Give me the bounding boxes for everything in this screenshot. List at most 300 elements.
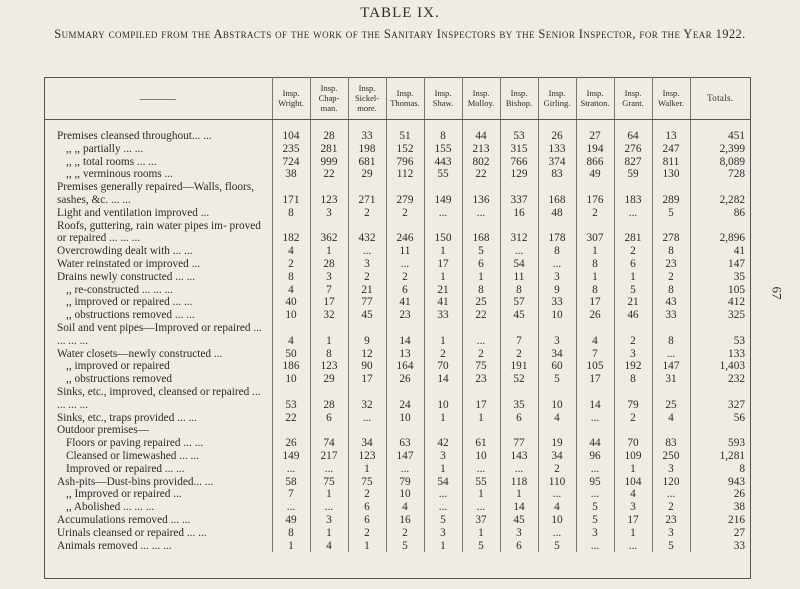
- inspector-value-cell: 120: [652, 476, 690, 489]
- inspector-value-cell: 281: [310, 143, 348, 156]
- inspector-value-cell: 17: [462, 386, 500, 412]
- inspector-value-cell: 2: [462, 348, 500, 361]
- inspector-value-cell: 14: [500, 501, 538, 514]
- inspector-value-cell: 176: [576, 181, 614, 207]
- inspector-value-cell: 90: [348, 360, 386, 373]
- table-subtitle: Summary compiled from the Abstracts of the work of the Sanitary Inspectors by the Senior Inspector, for the Year 1922.: [54, 27, 746, 41]
- inspector-value-cell: 186: [272, 360, 310, 373]
- inspector-value-cell: 53: [500, 130, 538, 143]
- inspector-value-cell: 432: [348, 220, 386, 246]
- inspector-value-cell: 10: [386, 488, 424, 501]
- inspector-value-cell: 60: [538, 360, 576, 373]
- row-total-cell: 593: [690, 437, 750, 450]
- table-row: [44, 373, 750, 386]
- row-label: ,, ,, verminous rooms ...: [66, 168, 174, 181]
- inspector-value-cell: 7: [576, 348, 614, 361]
- row-total-cell: 86: [690, 207, 750, 220]
- inspector-value-cell: 22: [272, 412, 310, 425]
- inspector-value-cell: 17: [310, 296, 348, 309]
- inspector-value-cell: 54: [500, 258, 538, 271]
- inspector-value-cell: 2: [386, 271, 424, 284]
- row-label: ,, obstructions removed: [66, 373, 173, 386]
- table-row: [44, 156, 750, 169]
- table-row: [44, 258, 750, 271]
- inspector-value-cell: 2: [614, 322, 652, 348]
- inspector-value-cell: 827: [614, 156, 652, 169]
- inspector-value-cell: 2: [614, 412, 652, 425]
- inspector-value-cell: ...: [538, 488, 576, 501]
- inspector-value-cell: 374: [538, 156, 576, 169]
- inspector-value-cell: 5: [576, 501, 614, 514]
- inspector-value-cell: 63: [386, 437, 424, 450]
- inspector-value-cell: 2: [348, 488, 386, 501]
- inspector-value-cell: 6: [348, 501, 386, 514]
- inspector-value-cell: 8: [652, 322, 690, 348]
- inspector-value-cell: [348, 424, 386, 437]
- inspector-value-cell: 17: [424, 258, 462, 271]
- inspector-value-cell: ...: [386, 258, 424, 271]
- inspector-value-cell: [272, 424, 310, 437]
- inspector-value-cell: 6: [500, 412, 538, 425]
- inspector-value-cell: 4: [386, 501, 424, 514]
- inspector-value-cell: 77: [500, 437, 538, 450]
- inspector-value-cell: 59: [614, 168, 652, 181]
- inspector-value-cell: 4: [310, 540, 348, 553]
- inspector-value-cell: 7: [500, 322, 538, 348]
- inspector-value-cell: 802: [462, 156, 500, 169]
- inspector-value-cell: 5: [386, 540, 424, 553]
- inspector-value-cell: 192: [614, 360, 652, 373]
- inspector-value-cell: 70: [424, 360, 462, 373]
- inspector-value-cell: 35: [500, 386, 538, 412]
- inspector-value-cell: 1: [424, 412, 462, 425]
- inspector-value-cell: ...: [576, 540, 614, 553]
- inspector-value-cell: ...: [462, 463, 500, 476]
- inspector-value-cell: 4: [576, 322, 614, 348]
- row-total-cell: 56: [690, 412, 750, 425]
- inspector-value-cell: 75: [348, 476, 386, 489]
- summary-table: [44, 77, 750, 552]
- inspector-value-cell: 28: [310, 386, 348, 412]
- inspector-value-cell: 3: [538, 322, 576, 348]
- inspector-value-cell: 28: [310, 258, 348, 271]
- inspector-value-cell: 23: [652, 258, 690, 271]
- inspector-value-cell: 5: [576, 514, 614, 527]
- inspector-value-cell: 34: [538, 450, 576, 463]
- row-label: ,, ,, total rooms ... ...: [66, 155, 157, 168]
- table-row: [44, 424, 750, 437]
- inspector-value-cell: 32: [348, 386, 386, 412]
- inspector-value-cell: 235: [272, 143, 310, 156]
- inspector-value-cell: 2: [500, 348, 538, 361]
- inspector-value-cell: 21: [614, 296, 652, 309]
- inspector-value-cell: 14: [386, 322, 424, 348]
- inspector-value-cell: 41: [386, 296, 424, 309]
- inspector-value-cell: [538, 424, 576, 437]
- row-total-cell: 35: [690, 271, 750, 284]
- inspector-value-cell: 23: [462, 373, 500, 386]
- inspector-value-cell: 3: [576, 527, 614, 540]
- inspector-value-cell: [424, 424, 462, 437]
- inspector-value-cell: 14: [576, 386, 614, 412]
- inspector-value-cell: 25: [462, 296, 500, 309]
- inspector-value-cell: 278: [652, 220, 690, 246]
- inspector-value-cell: 3: [614, 348, 652, 361]
- inspector-value-cell: 45: [500, 514, 538, 527]
- table-body: [44, 120, 750, 553]
- row-total-cell: 728: [690, 168, 750, 181]
- inspector-value-cell: 10: [424, 386, 462, 412]
- column-header: Insp. Stratton.: [576, 77, 614, 120]
- row-label: Drains newly constructed ... ...: [57, 270, 196, 283]
- inspector-value-cell: 3: [424, 527, 462, 540]
- inspector-value-cell: 83: [652, 437, 690, 450]
- inspector-value-cell: 96: [576, 450, 614, 463]
- inspector-value-cell: 11: [386, 245, 424, 258]
- inspector-value-cell: 38: [272, 168, 310, 181]
- inspector-value-cell: 51: [386, 130, 424, 143]
- inspector-value-cell: 149: [424, 181, 462, 207]
- table-row: [44, 360, 750, 373]
- inspector-value-cell: 64: [614, 130, 652, 143]
- inspector-value-cell: ...: [462, 501, 500, 514]
- inspector-value-cell: 178: [538, 220, 576, 246]
- inspector-value-cell: 2: [652, 271, 690, 284]
- inspector-value-cell: 3: [348, 258, 386, 271]
- inspector-value-cell: 41: [424, 296, 462, 309]
- inspector-value-cell: 5: [538, 540, 576, 553]
- inspector-value-cell: 33: [538, 296, 576, 309]
- inspector-value-cell: 443: [424, 156, 462, 169]
- row-total-cell: 216: [690, 514, 750, 527]
- inspector-value-cell: 9: [348, 322, 386, 348]
- inspector-value-cell: 17: [348, 373, 386, 386]
- inspector-value-cell: 1: [310, 488, 348, 501]
- inspector-value-cell: 147: [652, 360, 690, 373]
- inspector-value-cell: ...: [462, 207, 500, 220]
- inspector-value-cell: 42: [424, 437, 462, 450]
- inspector-value-cell: 13: [386, 348, 424, 361]
- row-total-cell: 147: [690, 258, 750, 271]
- inspector-value-cell: 246: [386, 220, 424, 246]
- inspector-value-cell: 49: [272, 514, 310, 527]
- inspector-value-cell: 105: [576, 360, 614, 373]
- inspector-value-cell: 10: [462, 450, 500, 463]
- inspector-value-cell: 10: [386, 412, 424, 425]
- inspector-value-cell: 95: [576, 476, 614, 489]
- row-total-cell: [690, 424, 750, 437]
- inspector-value-cell: 5: [614, 284, 652, 297]
- table-row: [44, 348, 750, 361]
- table-row: [44, 207, 750, 220]
- row-total-cell: 2,399: [690, 143, 750, 156]
- inspector-value-cell: 152: [386, 143, 424, 156]
- table-row: [44, 130, 750, 143]
- inspector-value-cell: ...: [576, 412, 614, 425]
- inspector-value-cell: 17: [614, 514, 652, 527]
- inspector-value-cell: 61: [462, 437, 500, 450]
- totals-header: Totals.: [690, 77, 750, 120]
- inspector-value-cell: 1: [500, 488, 538, 501]
- row-label: Sinks, etc., improved, cleansed or repaired ... ... ... ...: [57, 385, 261, 411]
- inspector-value-cell: 29: [310, 373, 348, 386]
- inspector-value-cell: 25: [652, 386, 690, 412]
- row-label: Accumulations removed ... ...: [57, 513, 191, 526]
- inspector-value-cell: 7: [272, 488, 310, 501]
- inspector-value-cell: 8: [310, 348, 348, 361]
- inspector-value-cell: ...: [348, 412, 386, 425]
- inspector-value-cell: 5: [424, 514, 462, 527]
- inspector-value-cell: 123: [310, 181, 348, 207]
- inspector-value-cell: 796: [386, 156, 424, 169]
- inspector-value-cell: 21: [424, 284, 462, 297]
- inspector-value-cell: 23: [386, 309, 424, 322]
- inspector-value-cell: ...: [424, 207, 462, 220]
- inspector-value-cell: 164: [386, 360, 424, 373]
- inspector-value-cell: 5: [652, 207, 690, 220]
- inspector-value-cell: 75: [310, 476, 348, 489]
- inspector-value-cell: 149: [272, 450, 310, 463]
- row-label: Animals removed ... ... ...: [57, 539, 172, 552]
- inspector-value-cell: 45: [500, 309, 538, 322]
- inspector-value-cell: ...: [576, 488, 614, 501]
- row-total-cell: 8,089: [690, 156, 750, 169]
- table-row: [44, 488, 750, 501]
- row-total-cell: 33: [690, 540, 750, 553]
- inspector-value-cell: 10: [272, 373, 310, 386]
- inspector-value-cell: ...: [424, 501, 462, 514]
- inspector-value-cell: 811: [652, 156, 690, 169]
- row-total-cell: 232: [690, 373, 750, 386]
- row-label: Water closets—newly constructed ...: [57, 347, 223, 360]
- inspector-value-cell: 143: [500, 450, 538, 463]
- inspector-value-cell: 8: [576, 258, 614, 271]
- row-total-cell: 412: [690, 296, 750, 309]
- inspector-value-cell: [386, 424, 424, 437]
- row-total-cell: 943: [690, 476, 750, 489]
- inspector-value-cell: 83: [538, 168, 576, 181]
- inspector-value-cell: 1: [424, 245, 462, 258]
- inspector-value-cell: 1: [462, 488, 500, 501]
- inspector-value-cell: 194: [576, 143, 614, 156]
- inspector-value-cell: 22: [310, 168, 348, 181]
- inspector-value-cell: 183: [614, 181, 652, 207]
- inspector-value-cell: 129: [500, 168, 538, 181]
- column-header: Insp. Bishop.: [500, 77, 538, 120]
- row-total-cell: 27: [690, 527, 750, 540]
- inspector-value-cell: 315: [500, 143, 538, 156]
- row-label: Water reinstated or improved ...: [57, 257, 201, 270]
- inspector-value-cell: 2: [386, 527, 424, 540]
- row-label: Roofs, guttering, rain water pipes im- proved or repaired ... ... ...: [57, 219, 261, 245]
- inspector-value-cell: 2: [576, 207, 614, 220]
- table-row: [44, 386, 750, 412]
- table-row: [44, 412, 750, 425]
- inspector-value-cell: 8: [272, 527, 310, 540]
- column-header: Insp. Girling.: [538, 77, 576, 120]
- inspector-value-cell: 109: [614, 450, 652, 463]
- column-header: Insp. Shaw.: [424, 77, 462, 120]
- row-label: ,, Improved or repaired ...: [66, 488, 182, 501]
- row-label: Cleansed or limewashed ... ...: [66, 449, 200, 462]
- inspector-value-cell: ...: [348, 245, 386, 258]
- inspector-value-cell: ...: [538, 527, 576, 540]
- inspector-value-cell: 12: [348, 348, 386, 361]
- inspector-value-cell: 168: [538, 181, 576, 207]
- row-label: Outdoor premises—: [57, 424, 149, 437]
- row-label: Improved or repaired ... ...: [66, 462, 185, 475]
- inspector-value-cell: 1: [424, 540, 462, 553]
- inspector-value-cell: 1: [348, 463, 386, 476]
- inspector-value-cell: 1: [310, 322, 348, 348]
- table-row: [44, 476, 750, 489]
- column-header: Insp. Thomas.: [386, 77, 424, 120]
- inspector-value-cell: 2: [614, 245, 652, 258]
- inspector-value-cell: [614, 424, 652, 437]
- table-row: [44, 284, 750, 297]
- inspector-value-cell: 48: [538, 207, 576, 220]
- inspector-value-cell: 3: [614, 501, 652, 514]
- inspector-value-cell: 10: [538, 309, 576, 322]
- inspector-value-cell: 4: [538, 501, 576, 514]
- inspector-value-cell: 307: [576, 220, 614, 246]
- inspector-value-cell: 3: [652, 463, 690, 476]
- inspector-value-cell: 8: [272, 271, 310, 284]
- inspector-value-cell: 247: [652, 143, 690, 156]
- inspector-value-cell: [310, 424, 348, 437]
- row-total-cell: 2,896: [690, 220, 750, 246]
- inspector-value-cell: 29: [348, 168, 386, 181]
- row-total-cell: 53: [690, 322, 750, 348]
- row-total-cell: 325: [690, 309, 750, 322]
- inspector-value-cell: 19: [538, 437, 576, 450]
- row-label: ,, re-constructed ... ... ...: [66, 283, 173, 296]
- inspector-value-cell: [576, 424, 614, 437]
- inspector-value-cell: 6: [614, 258, 652, 271]
- inspector-value-cell: 27: [576, 130, 614, 143]
- inspector-value-cell: 123: [348, 450, 386, 463]
- column-header: Insp. Chap- man.: [310, 77, 348, 120]
- inspector-value-cell: ...: [652, 488, 690, 501]
- table-row: [44, 181, 750, 207]
- inspector-value-cell: 26: [538, 130, 576, 143]
- inspector-value-cell: ...: [386, 463, 424, 476]
- inspector-value-cell: 4: [614, 488, 652, 501]
- inspector-value-cell: 213: [462, 143, 500, 156]
- inspector-value-cell: 33: [348, 130, 386, 143]
- row-total-cell: 327: [690, 386, 750, 412]
- inspector-value-cell: 4: [538, 412, 576, 425]
- inspector-value-cell: 2: [538, 463, 576, 476]
- row-total-cell: 105: [690, 284, 750, 297]
- inspector-value-cell: 3: [310, 207, 348, 220]
- table-row: [44, 168, 750, 181]
- inspector-value-cell: 79: [614, 386, 652, 412]
- inspector-value-cell: 45: [348, 309, 386, 322]
- inspector-value-cell: 1: [462, 271, 500, 284]
- inspector-value-cell: 337: [500, 181, 538, 207]
- inspector-value-cell: ...: [272, 501, 310, 514]
- inspector-value-cell: 1: [424, 463, 462, 476]
- inspector-value-cell: 23: [652, 514, 690, 527]
- row-total-cell: 1,281: [690, 450, 750, 463]
- inspector-value-cell: 8: [500, 284, 538, 297]
- row-label: ,, improved or repaired ... ...: [66, 296, 193, 309]
- row-total-cell: 41: [690, 245, 750, 258]
- inspector-value-cell: 168: [462, 220, 500, 246]
- row-label: Sinks, etc., traps provided ... ...: [57, 411, 197, 424]
- row-total-cell: 133: [690, 348, 750, 361]
- inspector-value-cell: [500, 424, 538, 437]
- row-label: Overcrowding dealt with ... ...: [57, 245, 193, 258]
- inspector-value-cell: 1: [576, 245, 614, 258]
- inspector-value-cell: [462, 424, 500, 437]
- inspector-value-cell: 312: [500, 220, 538, 246]
- table-row: [44, 463, 750, 476]
- inspector-value-cell: 3: [500, 527, 538, 540]
- inspector-value-cell: 33: [652, 309, 690, 322]
- inspector-value-cell: 4: [272, 322, 310, 348]
- inspector-value-cell: ...: [614, 207, 652, 220]
- inspector-value-cell: 70: [614, 437, 652, 450]
- inspector-value-cell: 8: [462, 284, 500, 297]
- inspector-value-cell: 866: [576, 156, 614, 169]
- inspector-value-cell: 5: [462, 245, 500, 258]
- inspector-value-cell: 17: [576, 296, 614, 309]
- row-label: ,, improved or repaired: [66, 360, 170, 373]
- inspector-value-cell: ...: [500, 245, 538, 258]
- row-label: Urinals cleansed or repaired ... ...: [57, 526, 207, 539]
- table-row: [44, 322, 750, 348]
- row-total-cell: 1,403: [690, 360, 750, 373]
- inspector-value-cell: 5: [652, 540, 690, 553]
- page-number: 67: [769, 286, 785, 300]
- inspector-value-cell: 34: [348, 437, 386, 450]
- table-row: [44, 296, 750, 309]
- inspector-value-cell: 26: [576, 309, 614, 322]
- inspector-value-cell: 16: [500, 207, 538, 220]
- inspector-value-cell: 10: [272, 309, 310, 322]
- table-row: [44, 309, 750, 322]
- inspector-value-cell: 50: [272, 348, 310, 361]
- inspector-value-cell: 155: [424, 143, 462, 156]
- inspector-value-cell: ...: [538, 258, 576, 271]
- inspector-value-cell: 58: [272, 476, 310, 489]
- inspector-value-cell: 1: [348, 540, 386, 553]
- inspector-value-cell: 133: [538, 143, 576, 156]
- inspector-value-cell: 1: [310, 245, 348, 258]
- table-row: [44, 514, 750, 527]
- inspector-value-cell: 1: [424, 322, 462, 348]
- inspector-value-cell: 281: [614, 220, 652, 246]
- row-label: Soil and vent pipes—Improved or repaired ... ... ... ...: [57, 321, 262, 347]
- row-total-cell: 451: [690, 130, 750, 143]
- inspector-value-cell: 10: [538, 514, 576, 527]
- table-row: [44, 271, 750, 284]
- inspector-value-cell: 118: [500, 476, 538, 489]
- inspector-value-cell: ...: [652, 348, 690, 361]
- inspector-value-cell: 112: [386, 168, 424, 181]
- inspector-value-cell: 1: [424, 271, 462, 284]
- inspector-value-cell: 8: [652, 284, 690, 297]
- inspector-value-cell: 6: [348, 514, 386, 527]
- inspector-value-cell: 46: [614, 309, 652, 322]
- inspector-value-cell: 3: [538, 271, 576, 284]
- inspector-value-cell: 147: [386, 450, 424, 463]
- spacer-row: [44, 120, 750, 131]
- inspector-value-cell: 2: [348, 207, 386, 220]
- table-row: [44, 450, 750, 463]
